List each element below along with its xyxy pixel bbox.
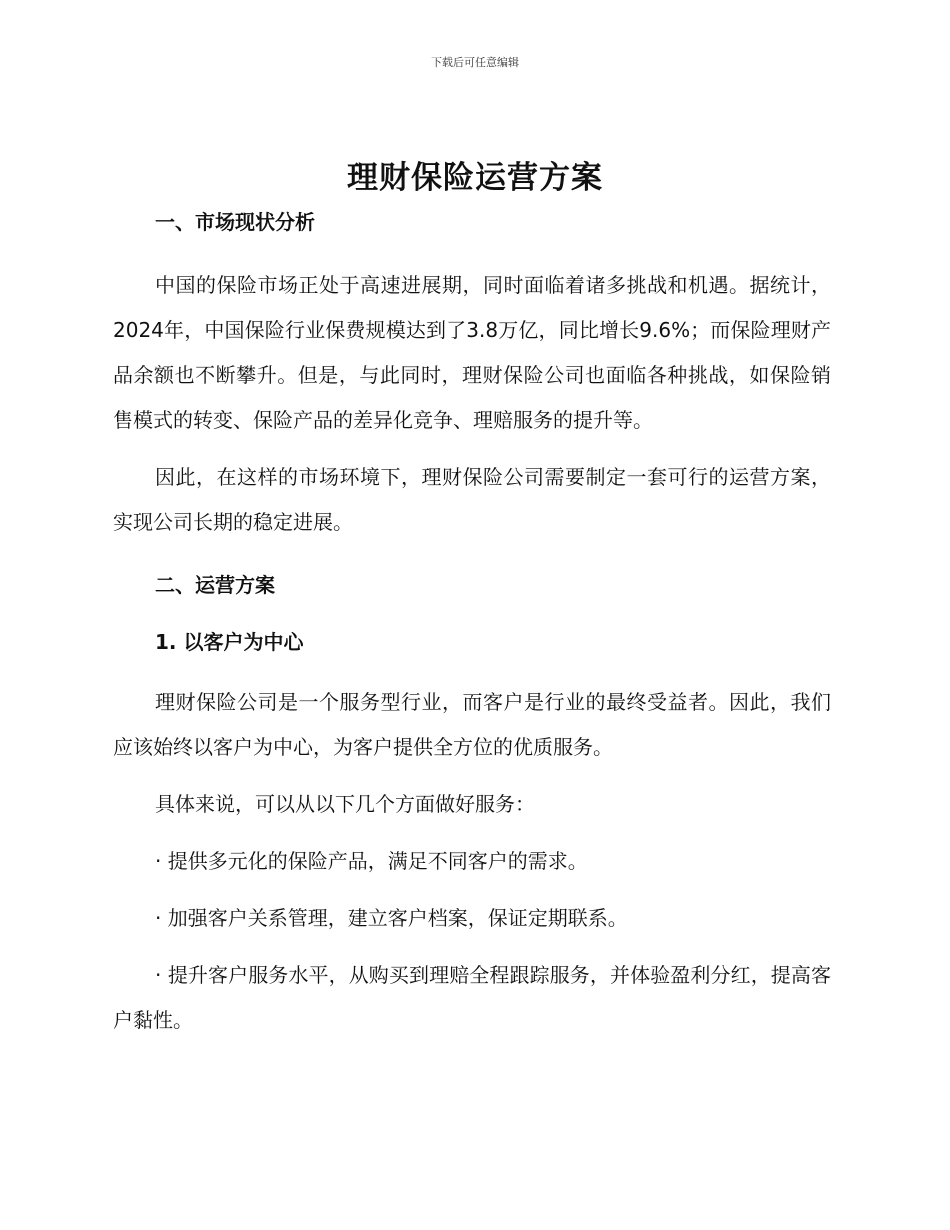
section-heading-market: 一、市场现状分析 xyxy=(155,210,315,234)
subheading-customer-center: 1. 以客户为中心 xyxy=(155,630,304,654)
paragraph-market-status: 中国的保险市场正处于高速进展期，同时面临着诸多挑战和机遇。据统计，2024年，中国保险行业保费规模达到了3.8万亿，同比增长9.6%；而保险理财产品余额也不断攀升。但是，与此同时，理财保险公司也面临各种挑战，如保险销售模式的转变、保险产品的差异化竞争、理赔服务的提升等。 xyxy=(113,273,831,432)
paragraph-service-intro: 具体来说，可以从以下几个方面做好服务： xyxy=(155,792,535,816)
document-title: 理财保险运营方案 xyxy=(347,160,603,196)
page-header-note: 下载后可任意编辑 xyxy=(431,56,519,69)
document-body xyxy=(113,204,831,1043)
paragraph-customer-service: 理财保险公司是一个服务型行业，而客户是行业的最终受益者。因此，我们应该始终以客户为中心，为客户提供全方位的优质服务。 xyxy=(113,690,831,759)
paragraph-market-conclusion: 因此，在这样的市场环境下，理财保险公司需要制定一套可行的运营方案，实现公司长期的稳定进展。 xyxy=(113,465,831,534)
bullet-item: · 提供多元化的保险产品，满足不同客户的需求。 xyxy=(155,849,588,873)
bullet-item: · 提升客户服务水平，从购买到理赔全程跟踪服务，并体验盈利分红，提高客户黏性。 xyxy=(113,963,831,1032)
section-heading-operations: 二、运营方案 xyxy=(155,573,275,597)
bullet-item: · 加强客户关系管理，建立客户档案，保证定期联系。 xyxy=(155,906,628,930)
